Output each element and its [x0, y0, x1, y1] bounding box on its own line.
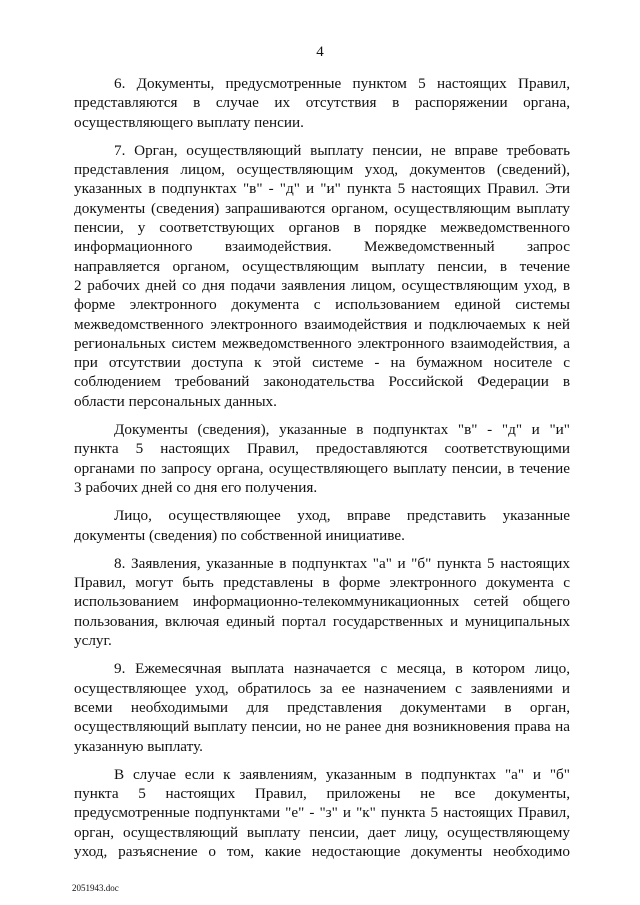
text-line: 9. Ежемесячная выплата назначается с месяца, в котором лицо, — [114, 660, 570, 678]
document-body — [74, 74, 570, 861]
text-line: документы (сведения) запрашиваются органом, осуществляющим выплату — [74, 199, 570, 217]
paragraph — [74, 554, 570, 650]
text-line: соблюдением требований законодательства Российской Федерации в — [74, 373, 570, 391]
text-line: при отсутствии доступа к этой системе - на бумажном носителе с — [74, 354, 570, 372]
text-line: пенсии, у соответствующих органов в порядке межведомственного — [74, 219, 570, 237]
text-line: пункта 5 настоящих Правил, приложены не все документы, — [74, 785, 570, 803]
text-line: указанную выплату. — [74, 737, 203, 755]
text-line: пользования, включая единый портал государственных и муниципальных — [74, 612, 570, 630]
text-line: указанных в подпунктах "в" - "д" и "и" пункта 5 настоящих Правил. Эти — [74, 180, 570, 198]
text-line: всеми необходимыми для представления документами в орган, — [74, 698, 570, 716]
text-line: орган, осуществляющий выплату пенсии, дает лицу, осуществляющему — [74, 823, 570, 841]
paragraph — [74, 506, 570, 545]
text-line: услуг. — [74, 632, 112, 650]
text-line: области персональных данных. — [74, 392, 277, 410]
paragraph — [74, 420, 570, 497]
paragraph — [74, 141, 570, 411]
text-line: В случае если к заявлениям, указанным в подпунктах "а" и "б" — [114, 765, 570, 783]
text-line: 8. Заявления, указанные в подпунктах "а" и "б" пункта 5 настоящих — [114, 554, 570, 572]
text-line: осуществляющее уход, обратилось за ее назначением с заявлениями и — [74, 679, 570, 697]
text-line: осуществляющего выплату пенсии. — [74, 113, 304, 131]
paragraph — [74, 74, 570, 132]
text-line: уход, разъяснение о том, какие недостающие документы необходимо — [74, 842, 570, 860]
text-line: 6. Документы, предусмотренные пунктом 5 настоящих Правил, — [114, 75, 570, 92]
text-line: органами по запросу органа, осуществляющего выплату пенсии, в течение — [74, 459, 570, 477]
paragraph — [74, 659, 570, 755]
paragraph — [74, 765, 570, 861]
text-line: пункта 5 настоящих Правил, предоставляются соответствующими — [74, 440, 570, 458]
text-line: Документы (сведения), указанные в подпунктах "в" - "д" и "и" — [114, 421, 570, 439]
text-line: представляются в случае их отсутствия в распоряжении органа, — [74, 94, 570, 112]
text-line: форме электронного документа с использованием единой системы — [74, 296, 570, 314]
text-line: использованием информационно-телекоммуникационных сетей общего — [74, 593, 570, 611]
text-line: 3 рабочих дней со дня его получения. — [74, 478, 318, 496]
page-number: 4 — [316, 44, 324, 60]
text-line: 2 рабочих дней со дня подачи заявления лицом, осуществляющим уход, в — [74, 276, 570, 294]
text-line: межведомственного электронного взаимодействия и подключаемых к ней — [74, 315, 570, 333]
text-line: осуществляющий выплату пенсии, но не ранее дня возникновения права на — [74, 718, 570, 736]
text-line: Лицо, осуществляющее уход, вправе представить указанные — [114, 507, 570, 525]
footer-file-code: 2051943.doc — [72, 883, 119, 893]
text-line: представления лицом, осуществляющим уход, документов (сведений), — [74, 161, 570, 179]
text-line: региональных систем межведомственного электронного взаимодействия, а — [74, 334, 570, 352]
text-line: предусмотренные подпунктами "е" - "з" и "к" пункта 5 настоящих Правил, — [74, 804, 570, 822]
text-line: 7. Орган, осуществляющий выплату пенсии, не вправе требовать — [114, 141, 570, 159]
text-line: документы (сведения) по собственной инициативе. — [74, 526, 405, 544]
text-line: Правил, могут быть представлены в форме электронного документа с — [74, 574, 570, 592]
text-line: направляется органом, осуществляющим выплату пенсии, в течение — [74, 257, 570, 275]
text-line: информационного взаимодействия. Межведомственный запрос — [74, 238, 570, 256]
